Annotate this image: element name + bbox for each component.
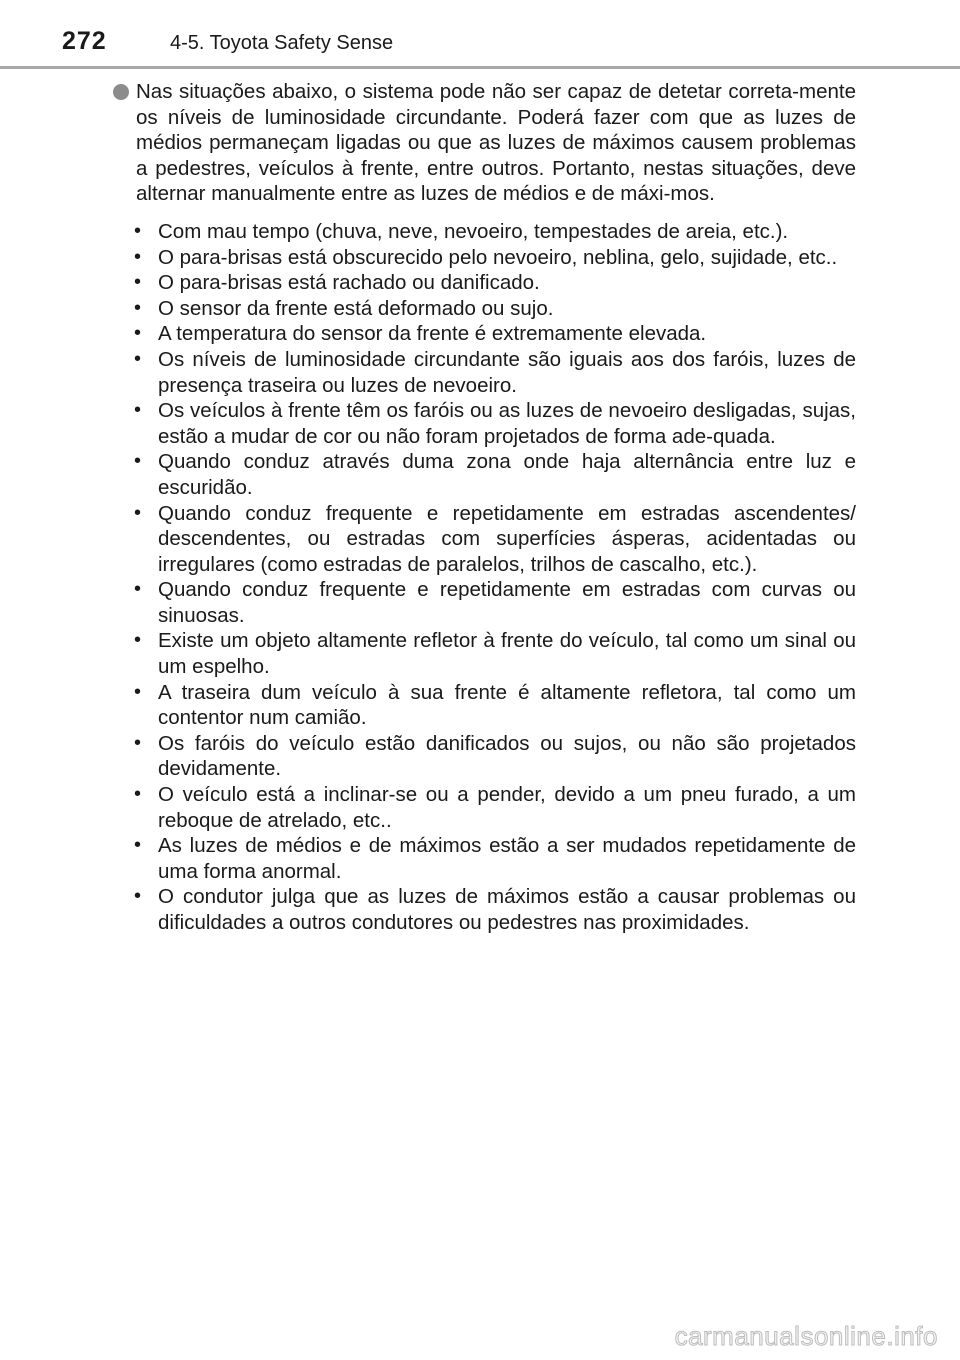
- bullet-icon: •: [134, 834, 142, 857]
- list-item-text: O para-brisas está obscurecido pelo nevoeiro, neblina, gelo, sujidade, etc..: [158, 245, 838, 269]
- list-item: [0, 270, 960, 296]
- bullet-icon: •: [134, 680, 142, 703]
- list-item: [0, 449, 960, 500]
- lead-paragraph: [0, 79, 960, 207]
- list-item: [0, 219, 960, 245]
- list-item-text: Com mau tempo (chuva, neve, nevoeiro, tempestades de areia, etc.).: [158, 219, 789, 243]
- list-item-text: O sensor da frente está deformado ou sujo.: [158, 296, 554, 320]
- list-item: [0, 398, 960, 449]
- list-item: [0, 577, 960, 628]
- list-item: [0, 501, 960, 578]
- lead-text: Nas situações abaixo, o sistema pode não ser capaz de detetar correta-mente os níveis de luminosidade circundante. Poderá fazer com que as luzes de médios permaneçam ligadas ou que as luzes de máximos causem problemas a pedestres, veículos à frente, entre outros. Portanto, nestas situações, deve alternar manualmente entre as luzes de médios e de máxi-mos.: [136, 80, 856, 206]
- bullet-icon: •: [134, 450, 142, 473]
- list-item-text: A traseira dum veículo à sua frente é altamente refletora, tal como um contentor num camião.: [158, 680, 856, 730]
- list-item-text: O para-brisas está rachado ou danificado.: [158, 271, 540, 295]
- bullet-icon: •: [134, 501, 142, 524]
- header-divider: [0, 66, 960, 69]
- list-item: [0, 321, 960, 347]
- list-item: [0, 833, 960, 884]
- list-item-text: O condutor julga que as luzes de máximos estão a causar problemas ou dificuldades a outros condutores ou pedestres nas proximidades.: [158, 885, 856, 934]
- watermark: carmanualsonline.info: [674, 1321, 938, 1351]
- bullet-list: [0, 219, 960, 936]
- list-item-text: Existe um objeto altamente refletor à frente do veículo, tal como um sinal ou um espelho.: [158, 629, 856, 679]
- page-header: [0, 0, 960, 70]
- list-item-text: Os veículos à frente têm os faróis ou as luzes de nevoeiro desligadas, sujas, estão a mudar de cor ou não foram projetados de forma ade-quada.: [158, 399, 856, 448]
- bullet-icon: •: [134, 322, 142, 345]
- list-item-text: Os faróis do veículo estão danificados ou sujos, ou não são projetados devidamente.: [158, 731, 856, 781]
- page-number: 272: [62, 27, 107, 55]
- list-item: [0, 731, 960, 782]
- bullet-icon: •: [134, 219, 142, 242]
- list-item: [0, 628, 960, 679]
- bullet-icon: •: [134, 347, 142, 370]
- list-item: [0, 296, 960, 322]
- bullet-icon: •: [134, 629, 142, 652]
- list-item-text: Quando conduz frequente e repetidamente em estradas ascendentes/ descendentes, ou estradas com superfícies ásperas, acidentadas ou irregulares (como estradas de paralelos, trilhos de cascalho, etc.).: [158, 501, 856, 576]
- bullet-icon: •: [134, 885, 142, 908]
- main-content: [0, 79, 960, 936]
- list-item: [0, 680, 960, 731]
- bullet-icon: •: [134, 578, 142, 601]
- section-title: 4-5. Toyota Safety Sense: [170, 32, 394, 54]
- list-item-text: Quando conduz através duma zona onde haja alternância entre luz e escuridão.: [158, 450, 856, 499]
- list-item: [0, 782, 960, 833]
- list-item-text: Quando conduz frequente e repetidamente em estradas com curvas ou sinuosas.: [158, 578, 856, 627]
- bullet-icon: •: [134, 271, 142, 294]
- list-item: [0, 884, 960, 935]
- list-item: [0, 347, 960, 398]
- bullet-icon: •: [134, 731, 142, 754]
- bullet-circle-icon: [113, 84, 129, 100]
- bullet-icon: •: [134, 296, 142, 319]
- bullet-icon: •: [134, 399, 142, 422]
- list-item-text: Os níveis de luminosidade circundante são iguais aos dos faróis, luzes de presença traseira ou luzes de nevoeiro.: [158, 347, 856, 397]
- bullet-icon: •: [134, 245, 142, 268]
- list-item-text: As luzes de médios e de máximos estão a ser mudados repetidamente de uma forma anormal.: [158, 834, 856, 883]
- list-item-text: A temperatura do sensor da frente é extremamente elevada.: [158, 322, 707, 346]
- list-item-text: O veículo está a inclinar-se ou a pender, devido a um pneu furado, a um reboque de atrelado, etc..: [158, 783, 856, 832]
- bullet-icon: •: [134, 783, 142, 806]
- list-item: [0, 245, 960, 271]
